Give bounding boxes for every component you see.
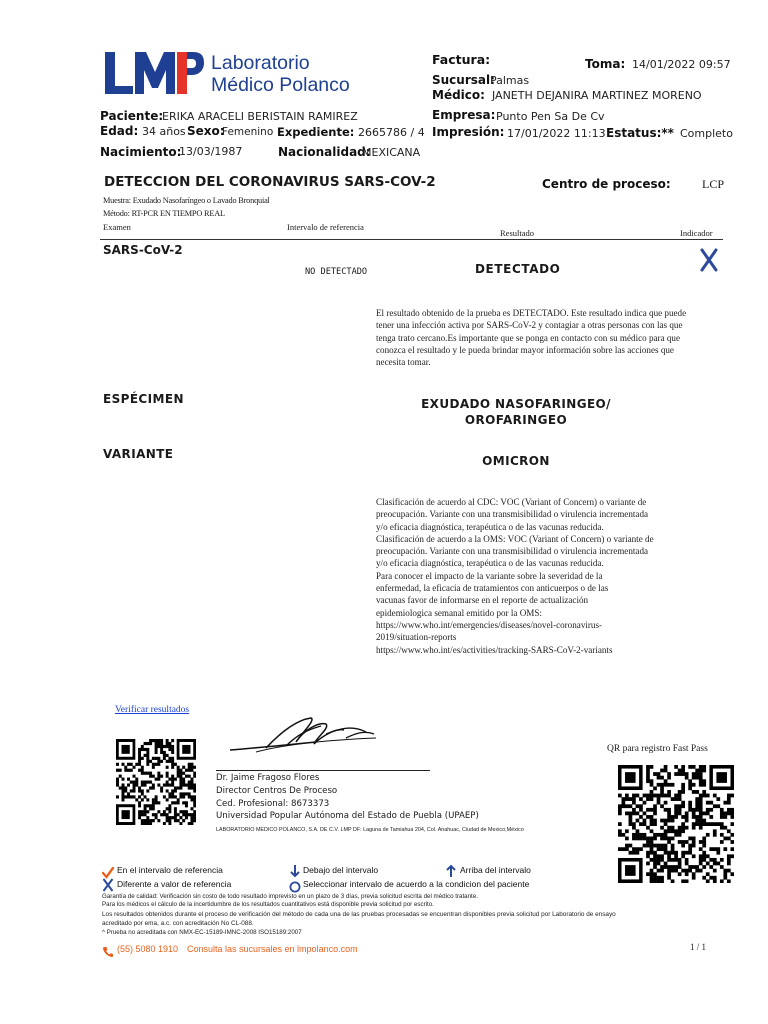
circle-icon xyxy=(289,878,301,890)
company-address: LABORATORIO MEDICO POLANCO, S.A. DE C.V. LMP DF: Laguna de Tamiahua 204, Col. Anahuac, Ciudad de Mexico,México xyxy=(216,827,524,833)
check-icon xyxy=(102,864,114,876)
variante-note-line: https://www.who.int/emergencies/diseases/novel-coronavirus- xyxy=(376,619,603,630)
metodo-text: Método: RT-PCR EN TIEMPO REAL xyxy=(103,209,225,218)
toma-label: Toma: xyxy=(585,57,626,71)
variante-note-line: 2019/situation-reports xyxy=(376,632,457,643)
legend-select: Seleccionar intervalo de acuerdo a la condicion del paciente xyxy=(303,879,530,889)
nacimiento-label: Nacimiento: xyxy=(100,145,182,159)
sucursal-value: Palmas xyxy=(490,74,530,87)
empresa-label: Empresa: xyxy=(432,108,496,122)
guarantee-line-4: acreditado por ema, a.c. con acreditación No CL-088. xyxy=(102,920,254,927)
phone-icon xyxy=(102,943,114,955)
branches-text: Consulta las sucursales en lmpolanco.com xyxy=(187,944,358,954)
legend-diff: Diferente a valor de referencia xyxy=(117,879,232,889)
centro-label: Centro de proceso: xyxy=(542,177,671,191)
col-examen: Examen xyxy=(103,222,131,232)
lmp-logo-mark xyxy=(103,48,205,96)
verify-results-link[interactable]: Verificar resultados xyxy=(115,705,190,715)
medico-value: JANETH DEJANIRA MARTINEZ MORENO xyxy=(492,89,702,102)
legend-in-range: En el intervalo de referencia xyxy=(117,865,223,875)
muestra-text: Muestra: Exudado Nasofaríngeo o Lavado Bronquial xyxy=(103,196,270,205)
phone-number: (55) 5080 1910 xyxy=(117,944,179,954)
nacimiento-value: 13/03/1987 xyxy=(179,145,243,158)
sars-note: El resultado obtenido de la prueba es DETECTADO. Este resultado indica que puede tener una infección activa por SARS-CoV-2 y contagiar a otras personas con las que tenga trato cercano.Es importante que se ponga en contacto con su médico para que conozca el resultado y le pueda brindar mayor información sobre las acciones que necesita tomar. xyxy=(376,308,687,368)
arrow-up-icon xyxy=(446,863,456,877)
variante-note xyxy=(376,496,716,656)
study-title: DETECCION DEL CORONAVIRUS SARS-COV-2 xyxy=(104,174,436,190)
especimen-value-line1: EXUDADO NASOFARINGEO/ xyxy=(421,397,611,411)
table-header-divider xyxy=(100,239,723,240)
factura-label: Factura: xyxy=(432,52,491,67)
signer-ced: Ced. Profesional: 8673373 xyxy=(216,799,330,809)
variante-name: VARIANTE xyxy=(103,447,174,461)
medico-label: Médico: xyxy=(432,88,485,102)
paciente-value: ERIKA ARACELI BERISTAIN RAMIREZ xyxy=(162,110,358,123)
variante-note-line: Clasificación de acuerdo a la OMS: VOC (Variant of Concern) o variante de xyxy=(376,533,654,544)
edad-label: Edad: xyxy=(100,124,139,138)
page-number: 1 / 1 xyxy=(690,942,707,952)
x-icon xyxy=(102,877,114,891)
variante-note-line: epidemiologica semanal emitido por la OMS: xyxy=(376,607,542,618)
brand-line-2: Médico Polanco xyxy=(211,74,350,96)
col-resultado: Resultado xyxy=(500,228,534,238)
variante-note-line: preocupación. Variante con una transmisibilidad o virulencia incrementada xyxy=(376,546,649,557)
sars-exam-name: SARS-CoV-2 xyxy=(103,243,183,257)
doctor-signature xyxy=(226,712,386,762)
variante-note-line: Clasificación de acuerdo al CDC: VOC (Variant of Concern) o variante de xyxy=(376,497,647,507)
signature-line xyxy=(216,770,430,771)
especimen-name: ESPÉCIMEN xyxy=(103,392,184,406)
arrow-down-icon xyxy=(290,863,300,877)
variante-note-line: preocupación. Variante con una transmisibilidad o virulencia incrementada xyxy=(376,509,649,520)
guarantee-line-3: Los resultados obtenidos durante el proceso de verificación del método de cada una de las pruebas procesadas se encuentran disponibles previa solicitud por Laboratorio de ensayo xyxy=(102,911,616,918)
sexo-label: Sexo: xyxy=(187,124,225,138)
sars-result: DETECTADO xyxy=(475,262,561,276)
variante-note-line: https://www.who.int/es/activities/tracking-SARS-CoV-2-variants xyxy=(376,644,613,655)
variante-note-line: enfermedad, la eficacia de tratamientos con anticuerpos o de las xyxy=(376,583,609,594)
especimen-value-line2: OROFARINGEO xyxy=(464,413,568,427)
expediente-value: 2665786 / 4 xyxy=(358,126,425,139)
sucursal-label: Sucursal: xyxy=(432,73,495,87)
guarantee-line-2: Para los médicos el cálculo de la incertidumbre de los resultados cuantitativos está disponible previa solicitud por escrito. xyxy=(102,901,434,908)
impresion-label: Impresión: xyxy=(432,125,505,139)
empresa-value: Punto Pen Sa De Cv xyxy=(496,110,605,123)
legend-below: Debajo del intervalo xyxy=(303,865,379,875)
paciente-label: Paciente: xyxy=(100,109,164,123)
signer-name: Dr. Jaime Fragoso Flores xyxy=(216,773,320,783)
legend-above: Arriba del intervalo xyxy=(460,865,531,875)
guarantee-line-5: ^ Prueba no acreditada con NMX-EC-15189-IMNC-2008 ISO15189:2007 xyxy=(102,929,302,936)
col-indicador: Indicador xyxy=(680,228,713,238)
signer-univ: Universidad Popular Autónoma del Estado de Puebla (UPAEP) xyxy=(216,811,479,821)
nacionalidad-value: MEXICANA xyxy=(362,146,421,159)
variante-note-line: vacunas favor de informarse en el reporte de actualización xyxy=(376,595,589,606)
variante-note-line: y/o eficacia diagnóstica, terapéutica o de las vacunas reducida. xyxy=(376,521,604,532)
qr-fastpass-label: QR para registro Fast Pass xyxy=(607,744,708,754)
fastpass-qr-code[interactable] xyxy=(618,765,734,883)
variante-note-line: y/o eficacia diagnóstica, terapéutica o de las vacunas reducida. xyxy=(376,558,604,569)
different-indicator-icon xyxy=(700,248,718,272)
edad-value: 34 años xyxy=(142,125,186,138)
impresion-value: 17/01/2022 11:13 xyxy=(507,127,606,140)
estatus-label: Estatus:** xyxy=(606,126,674,140)
nacionalidad-label: Nacionalidad: xyxy=(278,145,371,159)
expediente-label: Expediente: xyxy=(277,125,355,139)
brand-line-1: Laboratorio xyxy=(211,52,310,74)
variante-note-line: Para conocer el impacto de la variante sobre la severidad de la xyxy=(376,570,603,581)
sars-reference: NO DETECTADO xyxy=(305,267,368,277)
sexo-value: Femenino xyxy=(222,126,274,138)
col-intervalo: Intervalo de referencia xyxy=(287,222,364,232)
signer-role: Director Centros De Proceso xyxy=(216,786,338,796)
variante-value: OMICRON xyxy=(482,454,550,468)
estatus-value: Completo xyxy=(680,127,733,140)
toma-value: 14/01/2022 09:57 xyxy=(632,58,731,71)
centro-value: LCP xyxy=(702,177,725,191)
verify-qr-code[interactable] xyxy=(116,739,196,825)
guarantee-line-1: Garantía de calidad: Verificación sin costo de todo resultado imprevisto en un plazo de 3 días, previa solicitud escrita del médico tratante. xyxy=(102,893,478,900)
